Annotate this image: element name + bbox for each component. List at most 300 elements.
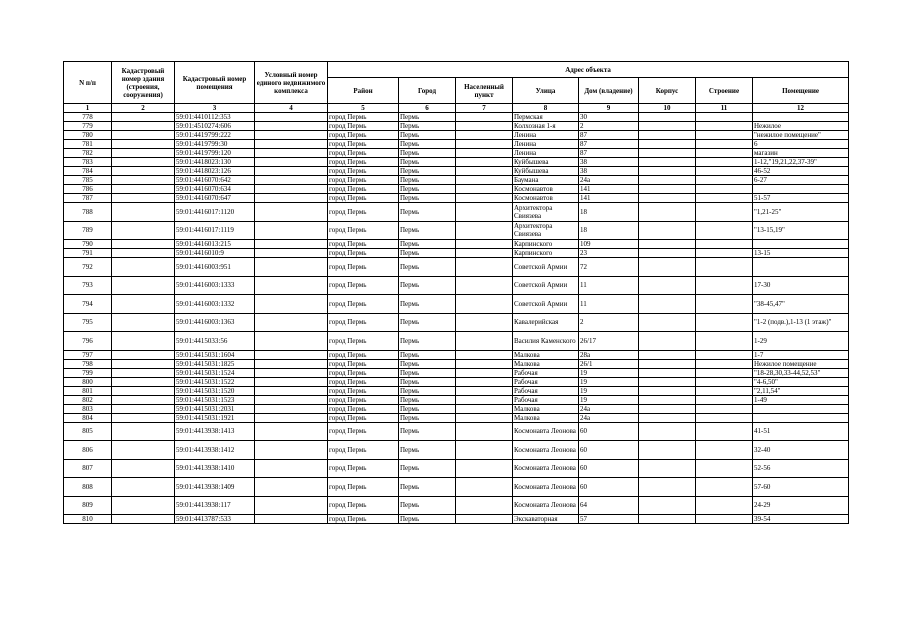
row-number: 785 bbox=[64, 176, 112, 185]
settlement-cell bbox=[456, 240, 513, 249]
room-cell: 24-29 bbox=[753, 496, 849, 515]
settlement-cell bbox=[456, 249, 513, 258]
conditional-number-cell bbox=[255, 131, 328, 140]
korpus-cell bbox=[639, 332, 696, 351]
conditional-number-cell bbox=[255, 413, 328, 422]
house-cell: 64 bbox=[579, 496, 639, 515]
table-row bbox=[64, 368, 849, 377]
korpus-cell bbox=[639, 515, 696, 524]
street-cell: Космонавта Леонова bbox=[513, 478, 579, 497]
house-cell: 11 bbox=[579, 295, 639, 314]
table-row bbox=[64, 395, 849, 404]
room-cell: 6-27 bbox=[753, 176, 849, 185]
building-cadastral-cell bbox=[112, 203, 175, 222]
conditional-number-cell bbox=[255, 332, 328, 351]
district-cell: город Пермь bbox=[328, 221, 399, 240]
stroenie-cell bbox=[696, 131, 753, 140]
room-cell: 13-15 bbox=[753, 249, 849, 258]
stroenie-cell bbox=[696, 422, 753, 441]
registry-sheet bbox=[63, 61, 849, 524]
column-number: 5 bbox=[328, 104, 399, 113]
conditional-number-cell bbox=[255, 350, 328, 359]
conditional-number-cell bbox=[255, 258, 328, 277]
stroenie-cell bbox=[696, 350, 753, 359]
korpus-cell bbox=[639, 395, 696, 404]
settlement-cell bbox=[456, 203, 513, 222]
settlement-cell bbox=[456, 113, 513, 122]
stroenie-cell bbox=[696, 221, 753, 240]
stroenie-cell bbox=[696, 295, 753, 314]
room-cell bbox=[753, 258, 849, 277]
conditional-number-cell bbox=[255, 203, 328, 222]
conditional-number-cell bbox=[255, 167, 328, 176]
house-cell: 57 bbox=[579, 515, 639, 524]
korpus-cell bbox=[639, 194, 696, 203]
city-cell: Пермь bbox=[399, 240, 456, 249]
stroenie-cell bbox=[696, 313, 753, 332]
settlement-cell bbox=[456, 422, 513, 441]
street-cell: Малкова bbox=[513, 404, 579, 413]
conditional-number-cell bbox=[255, 377, 328, 386]
building-cadastral-cell bbox=[112, 249, 175, 258]
korpus-cell bbox=[639, 131, 696, 140]
row-number: 790 bbox=[64, 240, 112, 249]
room-cadastral-cell: 59:01:4416003:1363 bbox=[175, 313, 255, 332]
street-cell: Советской Армии bbox=[513, 295, 579, 314]
row-number: 791 bbox=[64, 249, 112, 258]
conditional-number-cell bbox=[255, 496, 328, 515]
settlement-cell bbox=[456, 459, 513, 478]
table-row bbox=[64, 422, 849, 441]
district-cell: город Пермь bbox=[328, 113, 399, 122]
room-cadastral-cell: 59:01:4416017:1119 bbox=[175, 221, 255, 240]
district-cell: город Пермь bbox=[328, 496, 399, 515]
table-row bbox=[64, 386, 849, 395]
korpus-cell bbox=[639, 240, 696, 249]
room-cell: 1-7 bbox=[753, 350, 849, 359]
korpus-cell bbox=[639, 221, 696, 240]
street-cell: Советской Армии bbox=[513, 276, 579, 295]
column-number: 8 bbox=[513, 104, 579, 113]
room-cell: Нежилое bbox=[753, 122, 849, 131]
conditional-number-cell bbox=[255, 158, 328, 167]
stroenie-cell bbox=[696, 167, 753, 176]
settlement-cell bbox=[456, 441, 513, 460]
room-cell: 57-60 bbox=[753, 478, 849, 497]
building-cadastral-cell bbox=[112, 377, 175, 386]
building-cadastral-cell bbox=[112, 441, 175, 460]
house-cell: 26/1 bbox=[579, 359, 639, 368]
room-cell: 51-57 bbox=[753, 194, 849, 203]
table-row bbox=[64, 332, 849, 351]
house-cell: 26/17 bbox=[579, 332, 639, 351]
room-cadastral-cell: 59:01:4415033:56 bbox=[175, 332, 255, 351]
table-row bbox=[64, 203, 849, 222]
room-cell bbox=[753, 404, 849, 413]
building-cadastral-cell bbox=[112, 404, 175, 413]
building-cadastral-cell bbox=[112, 413, 175, 422]
header-room-cadastral: Кадастровый номер помещения bbox=[175, 62, 255, 104]
korpus-cell bbox=[639, 276, 696, 295]
city-cell: Пермь bbox=[399, 332, 456, 351]
city-cell: Пермь bbox=[399, 478, 456, 497]
city-cell: Пермь bbox=[399, 221, 456, 240]
building-cadastral-cell bbox=[112, 140, 175, 149]
city-cell: Пермь bbox=[399, 386, 456, 395]
house-cell: 60 bbox=[579, 422, 639, 441]
house-cell: 24а bbox=[579, 176, 639, 185]
city-cell: Пермь bbox=[399, 167, 456, 176]
row-number: 802 bbox=[64, 395, 112, 404]
settlement-cell bbox=[456, 496, 513, 515]
house-cell: 38 bbox=[579, 158, 639, 167]
building-cadastral-cell bbox=[112, 515, 175, 524]
city-cell: Пермь bbox=[399, 203, 456, 222]
city-cell: Пермь bbox=[399, 404, 456, 413]
settlement-cell bbox=[456, 395, 513, 404]
column-number: 11 bbox=[696, 104, 753, 113]
settlement-cell bbox=[456, 149, 513, 158]
district-cell: город Пермь bbox=[328, 368, 399, 377]
building-cadastral-cell bbox=[112, 240, 175, 249]
header-room: Помещение bbox=[753, 78, 849, 104]
district-cell: город Пермь bbox=[328, 140, 399, 149]
district-cell: город Пермь bbox=[328, 478, 399, 497]
stroenie-cell bbox=[696, 113, 753, 122]
house-cell: 19 bbox=[579, 368, 639, 377]
street-cell: Ленина bbox=[513, 131, 579, 140]
korpus-cell bbox=[639, 203, 696, 222]
korpus-cell bbox=[639, 350, 696, 359]
row-number: 795 bbox=[64, 313, 112, 332]
city-cell: Пермь bbox=[399, 359, 456, 368]
stroenie-cell bbox=[696, 377, 753, 386]
room-cadastral-cell: 59:01:4415031:1524 bbox=[175, 368, 255, 377]
room-cadastral-cell: 59:01:4416017:1120 bbox=[175, 203, 255, 222]
room-cell: 41-51 bbox=[753, 422, 849, 441]
room-cell: 1-49 bbox=[753, 395, 849, 404]
korpus-cell bbox=[639, 258, 696, 277]
room-cell: "13-15,19" bbox=[753, 221, 849, 240]
header-korpus: Корпус bbox=[639, 78, 696, 104]
conditional-number-cell bbox=[255, 176, 328, 185]
room-cell: "1,21-25" bbox=[753, 203, 849, 222]
district-cell: город Пермь bbox=[328, 515, 399, 524]
korpus-cell bbox=[639, 386, 696, 395]
street-cell: Космонавта Леонова bbox=[513, 459, 579, 478]
stroenie-cell bbox=[696, 459, 753, 478]
table-row bbox=[64, 313, 849, 332]
building-cadastral-cell bbox=[112, 185, 175, 194]
table-row bbox=[64, 377, 849, 386]
city-cell: Пермь bbox=[399, 140, 456, 149]
city-cell: Пермь bbox=[399, 122, 456, 131]
room-cell: 52-56 bbox=[753, 459, 849, 478]
stroenie-cell bbox=[696, 158, 753, 167]
district-cell: город Пермь bbox=[328, 249, 399, 258]
room-cell: Нежилое помещение bbox=[753, 359, 849, 368]
conditional-number-cell bbox=[255, 478, 328, 497]
column-number: 2 bbox=[112, 104, 175, 113]
settlement-cell bbox=[456, 221, 513, 240]
table-row bbox=[64, 350, 849, 359]
building-cadastral-cell bbox=[112, 368, 175, 377]
row-number: 784 bbox=[64, 167, 112, 176]
row-number: 801 bbox=[64, 386, 112, 395]
table-row bbox=[64, 149, 849, 158]
stroenie-cell bbox=[696, 413, 753, 422]
row-number: 789 bbox=[64, 221, 112, 240]
city-cell: Пермь bbox=[399, 176, 456, 185]
city-cell: Пермь bbox=[399, 496, 456, 515]
room-cell: 1-29 bbox=[753, 332, 849, 351]
street-cell: Космонавта Леонова bbox=[513, 441, 579, 460]
conditional-number-cell bbox=[255, 515, 328, 524]
room-cadastral-cell: 59:01:4416010:9 bbox=[175, 249, 255, 258]
district-cell: город Пермь bbox=[328, 158, 399, 167]
room-cadastral-cell: 59:01:4415031:2031 bbox=[175, 404, 255, 413]
conditional-number-cell bbox=[255, 240, 328, 249]
conditional-number-cell bbox=[255, 140, 328, 149]
korpus-cell bbox=[639, 459, 696, 478]
room-cadastral-cell: 59:01:4419799:120 bbox=[175, 149, 255, 158]
room-cadastral-cell: 59:01:4415031:1523 bbox=[175, 395, 255, 404]
table-row bbox=[64, 258, 849, 277]
conditional-number-cell bbox=[255, 386, 328, 395]
building-cadastral-cell bbox=[112, 350, 175, 359]
stroenie-cell bbox=[696, 258, 753, 277]
table-row bbox=[64, 176, 849, 185]
district-cell: город Пермь bbox=[328, 359, 399, 368]
column-number: 1 bbox=[64, 104, 112, 113]
street-cell: Космонавта Леонова bbox=[513, 496, 579, 515]
settlement-cell bbox=[456, 368, 513, 377]
street-cell: Малкова bbox=[513, 413, 579, 422]
settlement-cell bbox=[456, 140, 513, 149]
settlement-cell bbox=[456, 185, 513, 194]
room-cell: магазин bbox=[753, 149, 849, 158]
header-district: Район bbox=[328, 78, 399, 104]
building-cadastral-cell bbox=[112, 313, 175, 332]
room-cadastral-cell: 59:01:4416003:951 bbox=[175, 258, 255, 277]
street-cell: Василия Каменского bbox=[513, 332, 579, 351]
city-cell: Пермь bbox=[399, 377, 456, 386]
korpus-cell bbox=[639, 496, 696, 515]
table-row bbox=[64, 413, 849, 422]
room-cadastral-cell: 59:01:4416070:642 bbox=[175, 176, 255, 185]
stroenie-cell bbox=[696, 386, 753, 395]
district-cell: город Пермь bbox=[328, 194, 399, 203]
table-row bbox=[64, 158, 849, 167]
room-cell: 39-54 bbox=[753, 515, 849, 524]
building-cadastral-cell bbox=[112, 386, 175, 395]
room-cell: "38-45,47" bbox=[753, 295, 849, 314]
table-row bbox=[64, 276, 849, 295]
room-cadastral-cell: 59:01:4413938:1409 bbox=[175, 478, 255, 497]
room-cadastral-cell: 59:01:4415031:1921 bbox=[175, 413, 255, 422]
room-cell: 1-12,"19,21,22,37-39" bbox=[753, 158, 849, 167]
house-cell: 28а bbox=[579, 350, 639, 359]
row-number: 809 bbox=[64, 496, 112, 515]
header-stroenie: Строение bbox=[696, 78, 753, 104]
column-number: 9 bbox=[579, 104, 639, 113]
stroenie-cell bbox=[696, 496, 753, 515]
settlement-cell bbox=[456, 332, 513, 351]
street-cell: Советской Армии bbox=[513, 258, 579, 277]
room-cell: 46-52 bbox=[753, 167, 849, 176]
table-row bbox=[64, 496, 849, 515]
table-row bbox=[64, 478, 849, 497]
settlement-cell bbox=[456, 478, 513, 497]
district-cell: город Пермь bbox=[328, 258, 399, 277]
building-cadastral-cell bbox=[112, 496, 175, 515]
building-cadastral-cell bbox=[112, 478, 175, 497]
stroenie-cell bbox=[696, 368, 753, 377]
house-cell: 24а bbox=[579, 413, 639, 422]
street-cell: Рабочая bbox=[513, 368, 579, 377]
settlement-cell bbox=[456, 359, 513, 368]
room-cell: "18-28,30,33-44,52,53" bbox=[753, 368, 849, 377]
street-cell: Баумана bbox=[513, 176, 579, 185]
house-cell: 60 bbox=[579, 459, 639, 478]
row-number: 794 bbox=[64, 295, 112, 314]
table-row bbox=[64, 459, 849, 478]
korpus-cell bbox=[639, 441, 696, 460]
row-number: 806 bbox=[64, 441, 112, 460]
room-cell bbox=[753, 240, 849, 249]
row-number: 786 bbox=[64, 185, 112, 194]
room-cell: "4-6,50" bbox=[753, 377, 849, 386]
building-cadastral-cell bbox=[112, 395, 175, 404]
city-cell: Пермь bbox=[399, 113, 456, 122]
house-cell: 87 bbox=[579, 149, 639, 158]
table-row bbox=[64, 122, 849, 131]
room-cell: 17-30 bbox=[753, 276, 849, 295]
settlement-cell bbox=[456, 122, 513, 131]
header-building-cadastral: Кадастровый номер здания (строения, сооружения) bbox=[112, 62, 175, 104]
table-row bbox=[64, 441, 849, 460]
street-cell: Куйбышева bbox=[513, 158, 579, 167]
room-cadastral-cell: 59:01:4410112:353 bbox=[175, 113, 255, 122]
settlement-cell bbox=[456, 313, 513, 332]
room-cell: "нежилое помещение" bbox=[753, 131, 849, 140]
table-row bbox=[64, 295, 849, 314]
korpus-cell bbox=[639, 359, 696, 368]
building-cadastral-cell bbox=[112, 459, 175, 478]
street-cell: Ленина bbox=[513, 140, 579, 149]
header-settlement: Населенный пункт bbox=[456, 78, 513, 104]
district-cell: город Пермь bbox=[328, 413, 399, 422]
conditional-number-cell bbox=[255, 149, 328, 158]
building-cadastral-cell bbox=[112, 295, 175, 314]
building-cadastral-cell bbox=[112, 258, 175, 277]
house-cell: 38 bbox=[579, 167, 639, 176]
row-number: 781 bbox=[64, 140, 112, 149]
row-number: 788 bbox=[64, 203, 112, 222]
house-cell: 60 bbox=[579, 441, 639, 460]
row-number: 803 bbox=[64, 404, 112, 413]
table-row bbox=[64, 167, 849, 176]
table-row bbox=[64, 240, 849, 249]
city-cell: Пермь bbox=[399, 149, 456, 158]
settlement-cell bbox=[456, 413, 513, 422]
room-cadastral-cell: 59:01:4416003:1333 bbox=[175, 276, 255, 295]
stroenie-cell bbox=[696, 140, 753, 149]
conditional-number-cell bbox=[255, 185, 328, 194]
building-cadastral-cell bbox=[112, 149, 175, 158]
street-cell: Архитектора Свиязева bbox=[513, 221, 579, 240]
row-number: 796 bbox=[64, 332, 112, 351]
stroenie-cell bbox=[696, 185, 753, 194]
city-cell: Пермь bbox=[399, 515, 456, 524]
table-row bbox=[64, 404, 849, 413]
conditional-number-cell bbox=[255, 194, 328, 203]
room-cadastral-cell: 59:01:4419799:30 bbox=[175, 140, 255, 149]
city-cell: Пермь bbox=[399, 276, 456, 295]
house-cell: 30 bbox=[579, 113, 639, 122]
stroenie-cell bbox=[696, 194, 753, 203]
house-cell: 24а bbox=[579, 404, 639, 413]
row-number: 808 bbox=[64, 478, 112, 497]
header-address: Адрес объекта bbox=[328, 62, 849, 78]
district-cell: город Пермь bbox=[328, 122, 399, 131]
settlement-cell bbox=[456, 158, 513, 167]
city-cell: Пермь bbox=[399, 131, 456, 140]
district-cell: город Пермь bbox=[328, 167, 399, 176]
stroenie-cell bbox=[696, 359, 753, 368]
row-number: 810 bbox=[64, 515, 112, 524]
table-row bbox=[64, 185, 849, 194]
district-cell: город Пермь bbox=[328, 295, 399, 314]
room-cadastral-cell: 59:01:4416003:1332 bbox=[175, 295, 255, 314]
house-cell: 11 bbox=[579, 276, 639, 295]
column-number: 3 bbox=[175, 104, 255, 113]
conditional-number-cell bbox=[255, 441, 328, 460]
district-cell: город Пермь bbox=[328, 203, 399, 222]
stroenie-cell bbox=[696, 176, 753, 185]
korpus-cell bbox=[639, 113, 696, 122]
street-cell: Рабочая bbox=[513, 386, 579, 395]
city-cell: Пермь bbox=[399, 413, 456, 422]
house-cell: 141 bbox=[579, 194, 639, 203]
row-number: 804 bbox=[64, 413, 112, 422]
room-cadastral-cell: 59:01:4415031:1604 bbox=[175, 350, 255, 359]
korpus-cell bbox=[639, 149, 696, 158]
stroenie-cell bbox=[696, 515, 753, 524]
row-number: 792 bbox=[64, 258, 112, 277]
conditional-number-cell bbox=[255, 359, 328, 368]
building-cadastral-cell bbox=[112, 422, 175, 441]
street-cell: Кавалерийская bbox=[513, 313, 579, 332]
room-cadastral-cell: 59:01:4413787:533 bbox=[175, 515, 255, 524]
room-cell bbox=[753, 113, 849, 122]
house-cell: 60 bbox=[579, 478, 639, 497]
district-cell: город Пермь bbox=[328, 131, 399, 140]
row-number: 782 bbox=[64, 149, 112, 158]
conditional-number-cell bbox=[255, 404, 328, 413]
conditional-number-cell bbox=[255, 276, 328, 295]
room-cadastral-cell: 59:01:4416070:634 bbox=[175, 185, 255, 194]
street-cell: Куйбышева bbox=[513, 167, 579, 176]
room-cadastral-cell: 59:01:4415031:1825 bbox=[175, 359, 255, 368]
table-row bbox=[64, 515, 849, 524]
building-cadastral-cell bbox=[112, 194, 175, 203]
street-cell: Ленина bbox=[513, 149, 579, 158]
city-cell: Пермь bbox=[399, 295, 456, 314]
district-cell: город Пермь bbox=[328, 276, 399, 295]
row-number: 787 bbox=[64, 194, 112, 203]
district-cell: город Пермь bbox=[328, 149, 399, 158]
